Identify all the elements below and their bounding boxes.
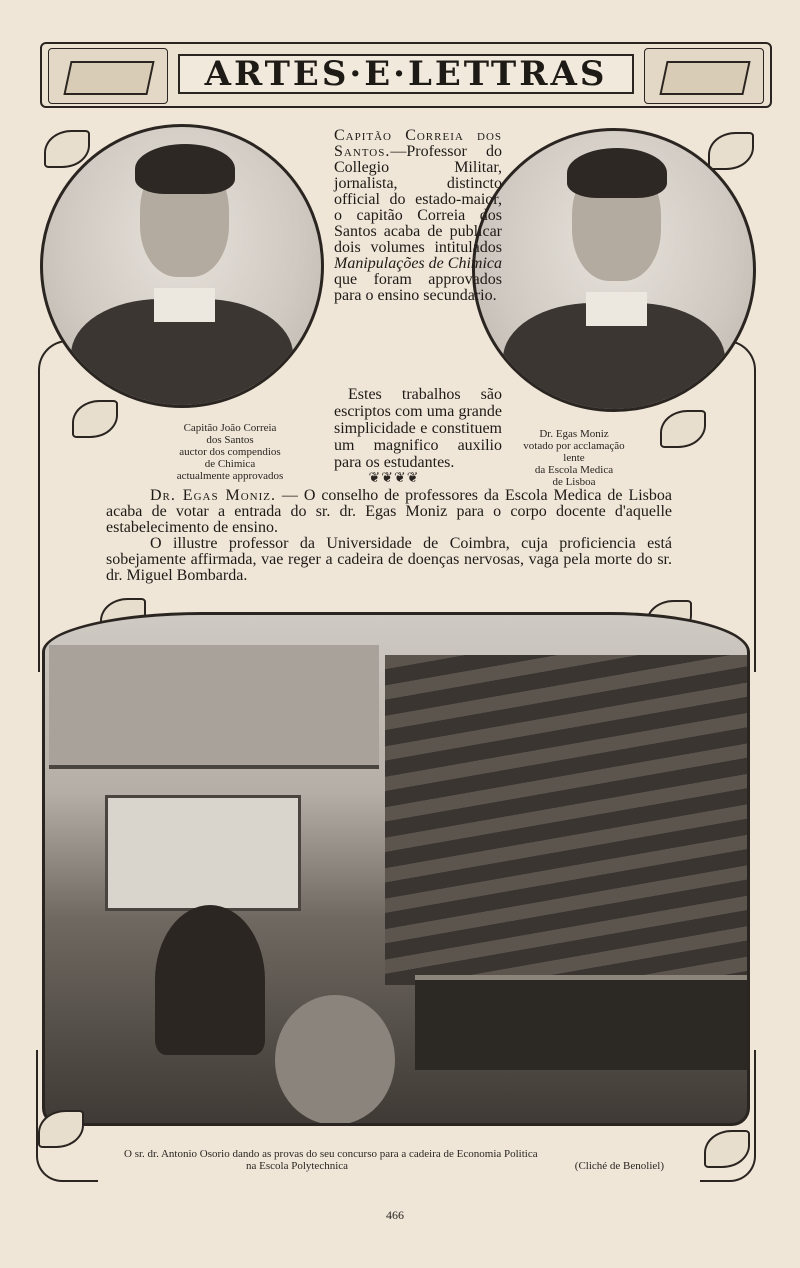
moniz-article: Dr. Egas Moniz. — O conselho de professores da Escola Medica de Lisboa acaba de votar a entrada do sr. dr. Egas Moniz para o corpo docente d'aquelle estabelecimento de ensino. O illustre professor da Universidade de Coimbra, cuja proficiencia está sobejamente affirmada, vae reger a cadeira de doenças nervosas, vaga pela morte do sr. dr. Miguel Bombarda. bbox=[106, 487, 672, 584]
correia-article bbox=[334, 128, 502, 304]
correia-lead: Capitão Correia dos Santos. bbox=[334, 127, 502, 160]
portrait-correia-dos-santos bbox=[40, 124, 324, 408]
photo-credit: (Cliché de Benoliel) bbox=[574, 1160, 664, 1172]
moniz-paragraph-2: O illustre professor da Universidade de Coimbra, cuja proficiencia está sobejamente affirmada, vae reger a cadeira de doenças nervosas, vaga pela morte do sr. dr. Miguel Bombarda. bbox=[106, 535, 672, 584]
section-title: ARTES·E·LETTRAS bbox=[204, 54, 608, 94]
book-icon bbox=[63, 61, 154, 95]
book-title: Manipulações de Chimica bbox=[334, 255, 502, 272]
divider-ornament: ❦❦❦❦ bbox=[368, 471, 420, 486]
section-header bbox=[40, 42, 772, 108]
open-book-icon bbox=[659, 61, 750, 95]
header-title-box bbox=[178, 54, 634, 94]
photo-caption: O sr. dr. Antonio Osorio dando as provas do seu concurso para a cadeira de Economia Politica na Escola Polytechnica (Cliché de Benoliel) bbox=[124, 1148, 664, 1172]
page-number: 466 bbox=[386, 1208, 404, 1222]
leaf-ornament-icon bbox=[708, 132, 754, 170]
portrait-egas-moniz bbox=[472, 128, 756, 412]
books-ornament-right bbox=[644, 48, 764, 104]
correia-body-end: que foram approvados para o ensino secundario. bbox=[334, 271, 502, 304]
caption-moniz: Dr. Egas Moniz votado por acclamação lente da Escola Medica de Lisboa bbox=[523, 428, 625, 488]
books-ornament-left bbox=[48, 48, 168, 104]
lecture-hall-photo bbox=[42, 612, 750, 1126]
moniz-lead: Dr. Egas Moniz. bbox=[150, 487, 277, 504]
correia-article-p2: Estes trabalhos são escriptos com uma grande simplicidade e constituem um magnifico auxilio para os estudantes. bbox=[334, 386, 502, 471]
caption-correia: Capitão João Correia dos Santos auctor dos compendios de Chimica actualmente approvados bbox=[176, 422, 284, 482]
correia-body: —Professor do Collegio Militar, jornalista, distincto official do estado-maior, o capitão Correia dos Santos acaba de publicar dois volumes intitulados bbox=[334, 143, 502, 256]
